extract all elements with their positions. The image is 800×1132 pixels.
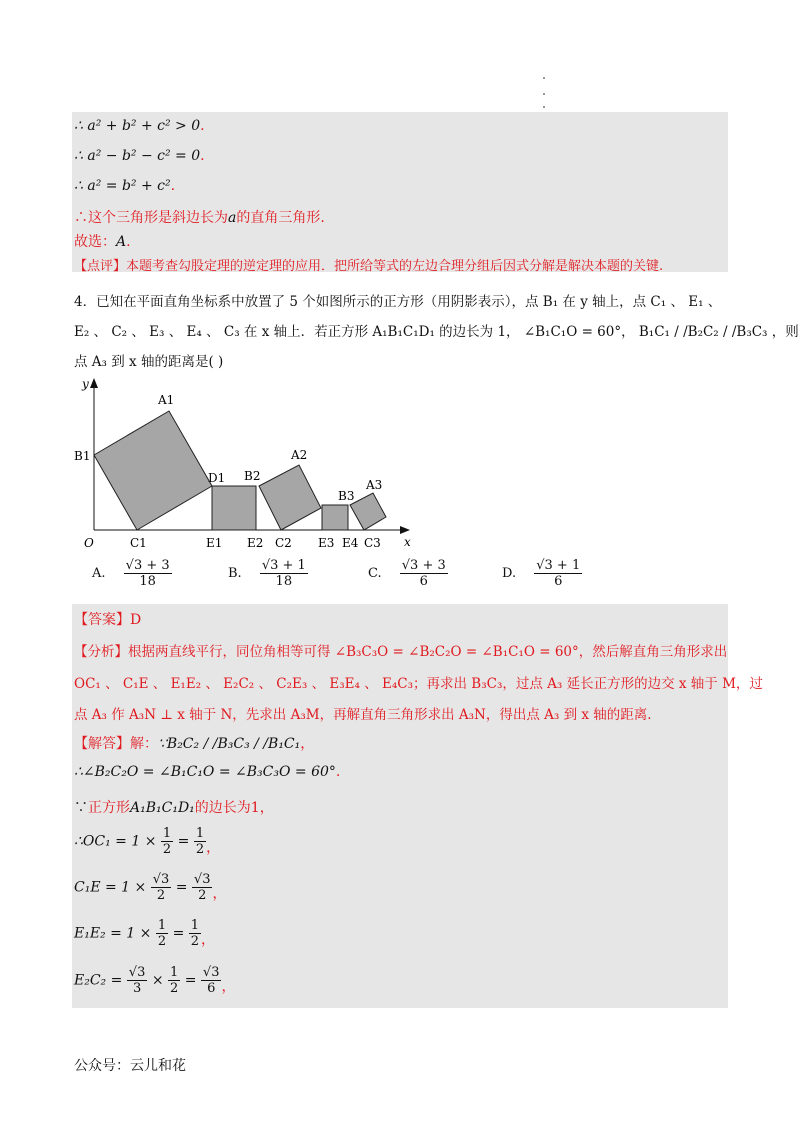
label-y: y [82,377,89,391]
decor-dot [543,93,545,95]
square-3 [259,465,321,530]
analysis-line: 【分析】根据两直线平行，同位角相等可得 ∠B₃C₃O = ∠B₂C₂O = ∠B₁C₁O = 60°，然后解直角三角形求出 [74,644,728,660]
solution-line: 【解答】解：∵B₂C₂ / /B₃C₃ / /B₁C₁， [74,736,315,752]
footer-text: 公众号：云儿和花 [74,1058,186,1074]
solution-line: E₁E₂ = 1 × $\frac{1}{2}$ = $\frac{1}{2}$ ， [74,918,216,949]
math-line: ∴ a² + b² + c² > 0. [74,118,205,134]
option-a: A. $\frac{√3 + 3}{18}$ [92,558,170,589]
option-b: B. $\frac{√3 + 1}{18}$ [228,558,306,589]
label-E2: E2 [247,536,264,550]
math-line: ∴ a² − b² − c² = 0. [74,148,205,164]
conclusion-line: ∴这个三角形是斜边长为a的直角三角形. [74,210,325,226]
choice-line: 故选：A. [74,234,131,250]
answer-line: 【答案】D [74,612,142,628]
label-x: x [404,535,411,549]
question-line: E₂ 、 C₂ 、 E₃ 、 E₄ 、 C₃ 在 x 轴上．若正方形 A₁B₁C₁D₁ 的边长为 1， ∠B₁C₁O = 60°， B₁C₁ / /B₂C₂ / /B₃C₃ ，则 [74,324,799,340]
label-O: O [84,536,94,550]
square-2 [212,486,256,530]
solution-line: C₁E = 1 × $\frac{√3}{2}$ = $\frac{√3}{2}$ ， [74,872,227,903]
squares-figure [70,372,420,552]
label-A3: A3 [366,478,383,492]
solution-line: ∴OC₁ = 1 × $\frac{1}{2}$ = $\frac{1}{2}$ ， [74,826,221,857]
y-axis-arrow [90,378,98,388]
solution-line: E₂C₂ = $\frac{√3}{3}$ × $\frac{1}{2}$ = $\frac{√3}{6}$ ， [74,965,236,996]
label-E4: E4 [342,536,359,550]
option-d: D. $\frac{√3 + 1}{6}$ [502,558,581,589]
label-B1: B1 [74,449,91,463]
question-line: 点 A₃ 到 x 轴的距离是( ) [74,354,224,370]
label-D1: D1 [208,471,226,485]
x-axis-arrow [400,526,410,534]
solution-line: ∵正方形A₁B₁C₁D₁的边长为1， [74,800,274,816]
label-B2: B2 [244,469,261,483]
decor-dot [543,77,545,79]
comment-line: 【点评】本题考查勾股定理的逆定理的应用．把所给等式的左边合理分组后因式分解是解决本题的关键. [74,259,664,274]
label-E3: E3 [318,536,335,550]
label-C1: C1 [130,536,147,550]
decor-dot [543,106,545,108]
math-line: ∴ a² = b² + c². [74,178,176,194]
analysis-line: 点 A₃ 作 A₃N ⊥ x 轴于 N，先求出 A₃M，再解直角三角形求出 A₃N，得出点 A₃ 到 x 轴的距离. [74,707,652,723]
solution-line: ∴∠B₂C₂O = ∠B₁C₁O = ∠B₃C₃O = 60°. [74,764,341,780]
option-c: C. $\frac{√3 + 3}{6}$ [368,558,446,589]
label-A1: A1 [158,393,175,407]
label-E1: E1 [206,536,223,550]
label-C3: C3 [364,536,381,550]
label-B3: B3 [338,489,355,503]
square-5 [350,493,386,530]
label-A2: A2 [291,448,308,462]
analysis-line: OC₁ 、 C₁E 、 E₁E₂ 、 E₂C₂ 、 C₂E₃ 、 E₃E₄ 、 E₄C₃；再求出 B₃C₃，过点 A₃ 延长正方形的边交 x 轴于 M，过 [74,676,763,692]
question-line: 4．已知在平面直角坐标系中放置了 5 个如图所示的正方形（用阴影表示），点 B₁ 在 y 轴上，点 C₁ 、 E₁ 、 [74,294,722,310]
label-C2: C2 [275,536,292,550]
square-1 [94,411,212,530]
square-4 [322,505,348,530]
